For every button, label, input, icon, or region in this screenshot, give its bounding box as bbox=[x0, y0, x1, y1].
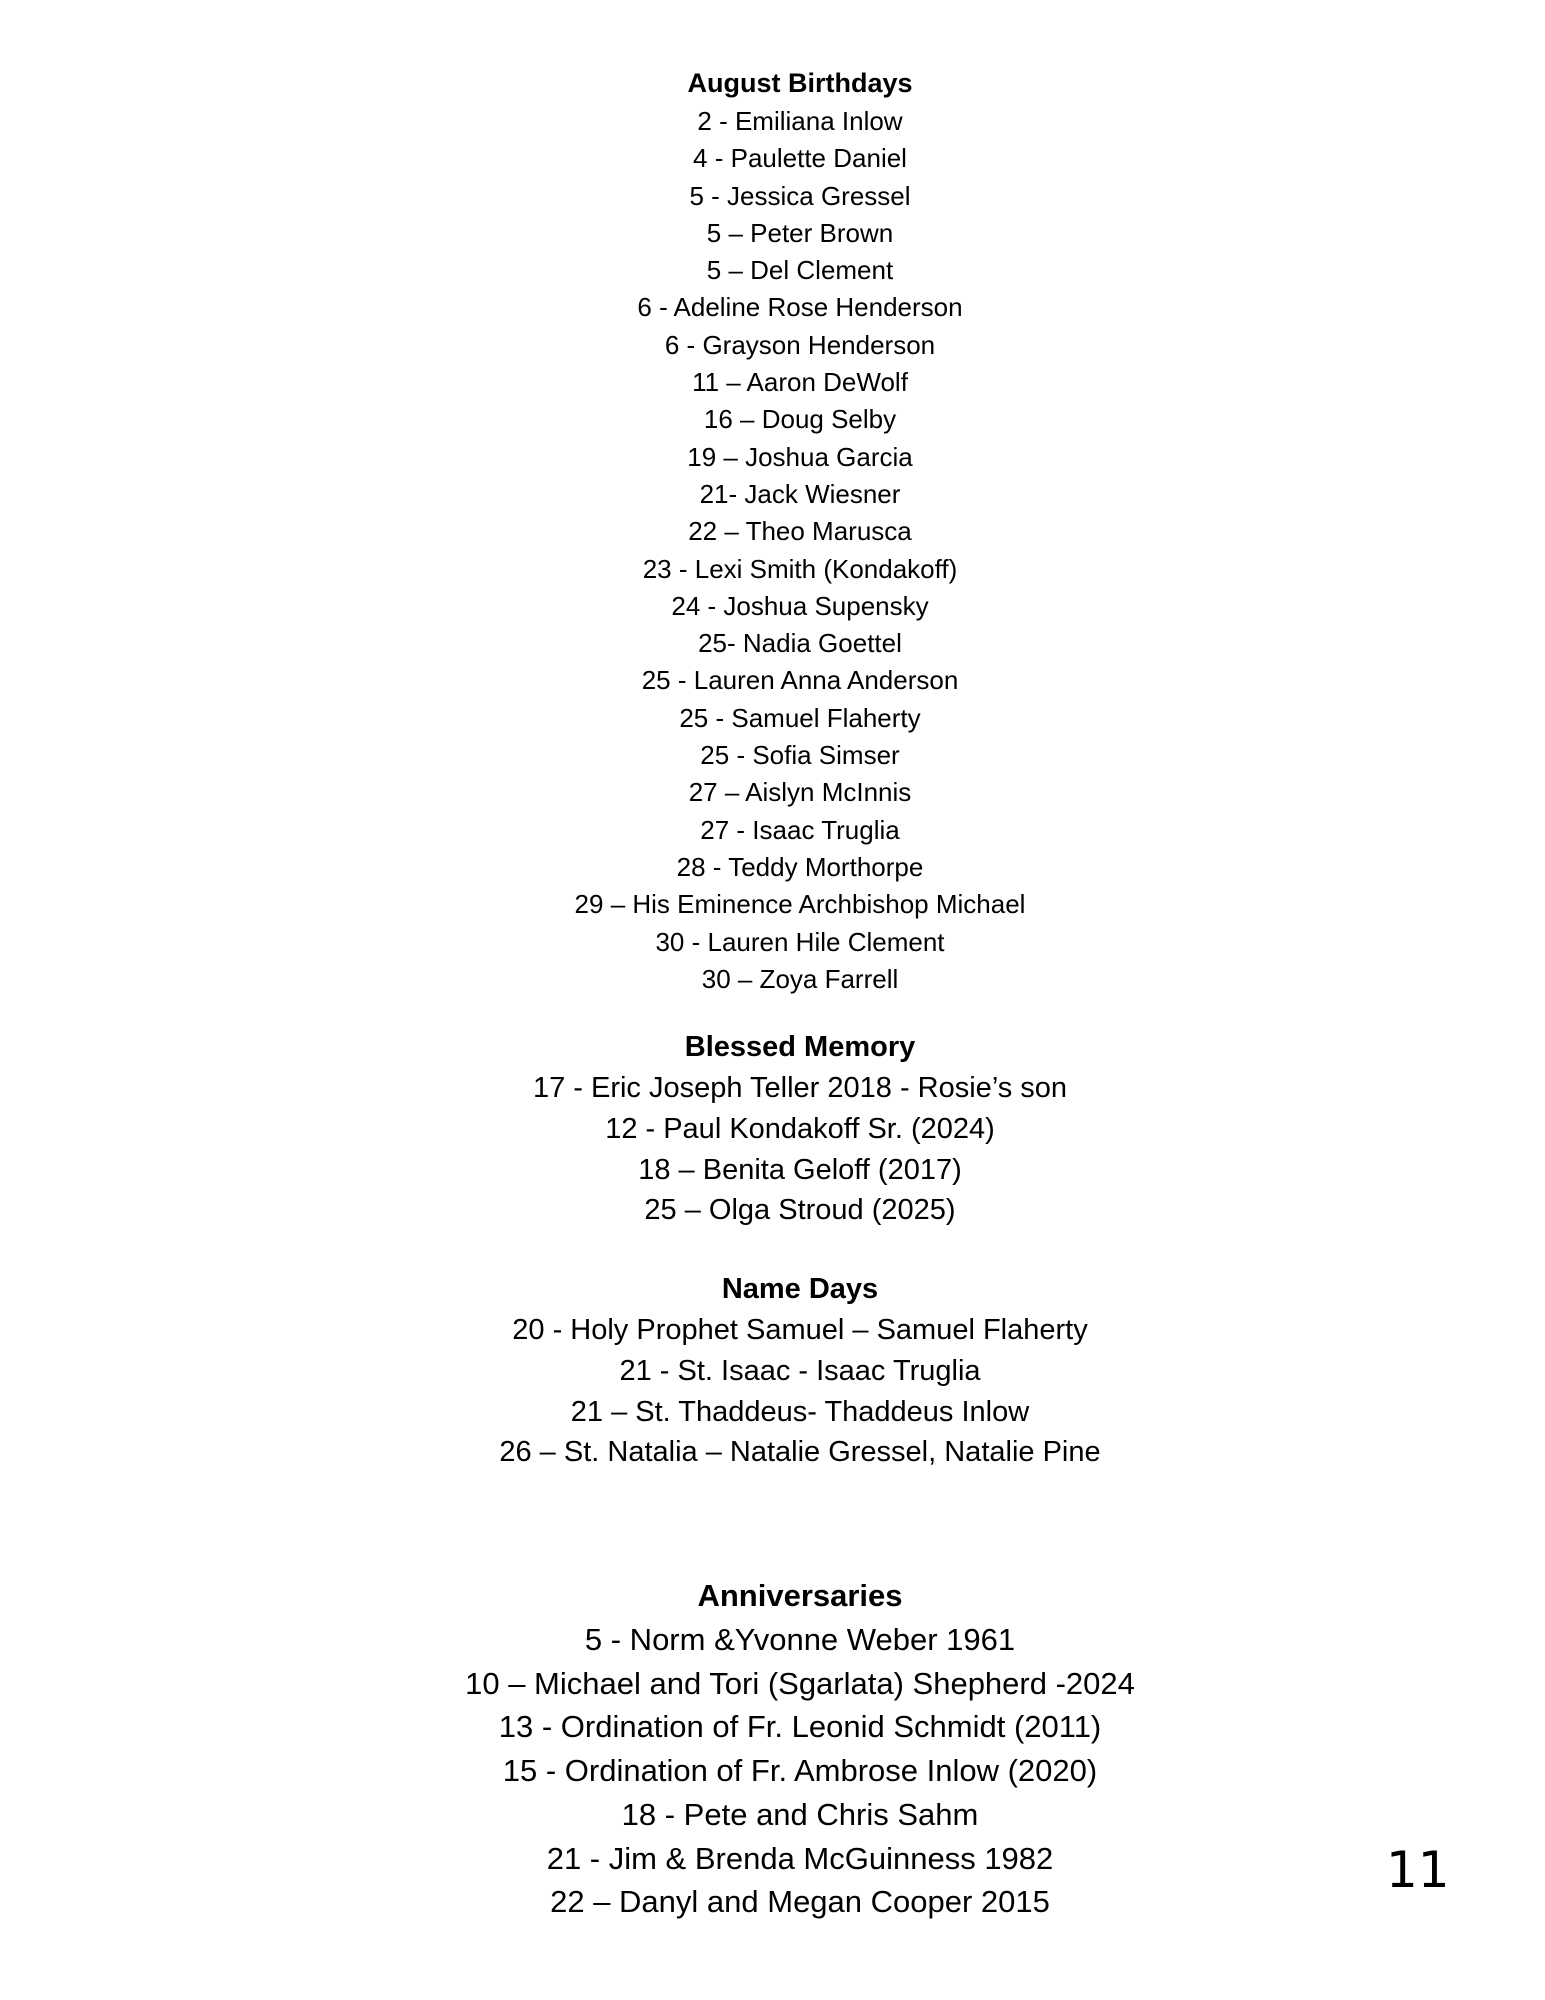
list-item: 22 – Danyl and Megan Cooper 2015 bbox=[550, 1884, 1050, 1920]
list-item: 6 - Adeline Rose Henderson bbox=[637, 292, 963, 323]
list-item: 25 - Samuel Flaherty bbox=[679, 702, 921, 733]
list-item: 24 - Joshua Supensky bbox=[671, 590, 929, 621]
section-title: Anniversaries bbox=[697, 1578, 903, 1613]
birthday-list bbox=[0, 103, 1545, 998]
list-item: 18 – Benita Geloff (2017) bbox=[638, 1153, 962, 1186]
blessed-memory-section bbox=[0, 1026, 1545, 1231]
name-days-list bbox=[0, 1310, 1545, 1473]
list-item: 6 - Grayson Henderson bbox=[664, 329, 936, 360]
anniversaries-list bbox=[0, 1618, 1545, 1924]
list-item: 2 - Emiliana Inlow bbox=[697, 106, 903, 136]
list-item: 25 - Sofia Simser bbox=[700, 740, 900, 771]
list-item: 30 – Zoya Farrell bbox=[701, 963, 899, 994]
list-item: 27 - Isaac Truglia bbox=[700, 814, 900, 845]
page-number: 11 bbox=[1386, 1841, 1450, 1899]
list-item: 12 - Paul Kondakoff Sr. (2024) bbox=[605, 1112, 995, 1145]
list-item: 29 – His Eminence Archbishop Michael bbox=[574, 889, 1026, 920]
list-item: 5 - Norm &Yvonne Weber 1961 bbox=[584, 1622, 1016, 1657]
list-item: 25 – Olga Stroud (2025) bbox=[644, 1194, 956, 1227]
list-item: 16 – Doug Selby bbox=[703, 404, 897, 435]
list-item: 23 - Lexi Smith (Kondakoff) bbox=[642, 553, 958, 584]
list-item: 21 - St. Isaac - Isaac Truglia bbox=[619, 1354, 981, 1387]
list-item: 17 - Eric Joseph Teller 2018 - Rosie’s son bbox=[532, 1072, 1068, 1104]
list-item: 25- Nadia Goettel bbox=[698, 628, 902, 659]
list-item: 21 – St. Thaddeus- Thaddeus Inlow bbox=[570, 1395, 1030, 1428]
list-item: 11 – Aaron DeWolf bbox=[692, 367, 908, 398]
list-item: 5 - Jessica Gressel bbox=[689, 180, 911, 211]
section-title: Blessed Memory bbox=[684, 1031, 916, 1063]
list-item: 19 – Joshua Garcia bbox=[687, 441, 913, 472]
section-title: August Birthdays bbox=[687, 68, 913, 98]
list-item: 5 – Del Clement bbox=[706, 255, 894, 286]
section-title: Name Days bbox=[721, 1273, 879, 1305]
list-item: 13 - Ordination of Fr. Leonid Schmidt (2011) bbox=[498, 1709, 1102, 1745]
list-item: 21 - Jim & Brenda McGuinness 1982 bbox=[546, 1840, 1054, 1876]
list-item: 28 - Teddy Morthorpe bbox=[676, 851, 924, 882]
list-item: 25 - Lauren Anna Anderson bbox=[641, 665, 959, 696]
list-item: 30 - Lauren Hile Clement bbox=[655, 926, 945, 957]
memory-list bbox=[0, 1068, 1545, 1231]
list-item: 15 - Ordination of Fr. Ambrose Inlow (2020) bbox=[502, 1753, 1098, 1789]
list-item: 4 - Paulette Daniel bbox=[693, 143, 907, 174]
list-item: 22 – Theo Marusca bbox=[688, 516, 912, 547]
list-item: 5 – Peter Brown bbox=[706, 217, 894, 248]
list-item: 26 – St. Natalia – Natalie Gressel, Natalie Pine bbox=[499, 1436, 1101, 1469]
list-item: 27 – Aislyn McInnis bbox=[688, 777, 912, 808]
anniversaries-section bbox=[0, 1574, 1545, 1924]
list-item: 18 - Pete and Chris Sahm bbox=[621, 1796, 979, 1832]
list-item: 20 - Holy Prophet Samuel – Samuel Flaherty bbox=[512, 1314, 1088, 1346]
august-birthdays-section bbox=[0, 63, 1545, 998]
list-item: 10 – Michael and Tori (Sgarlata) Shepherd -2024 bbox=[465, 1665, 1135, 1701]
name-days-section bbox=[0, 1268, 1545, 1473]
list-item: 21- Jack Wiesner bbox=[699, 478, 901, 509]
